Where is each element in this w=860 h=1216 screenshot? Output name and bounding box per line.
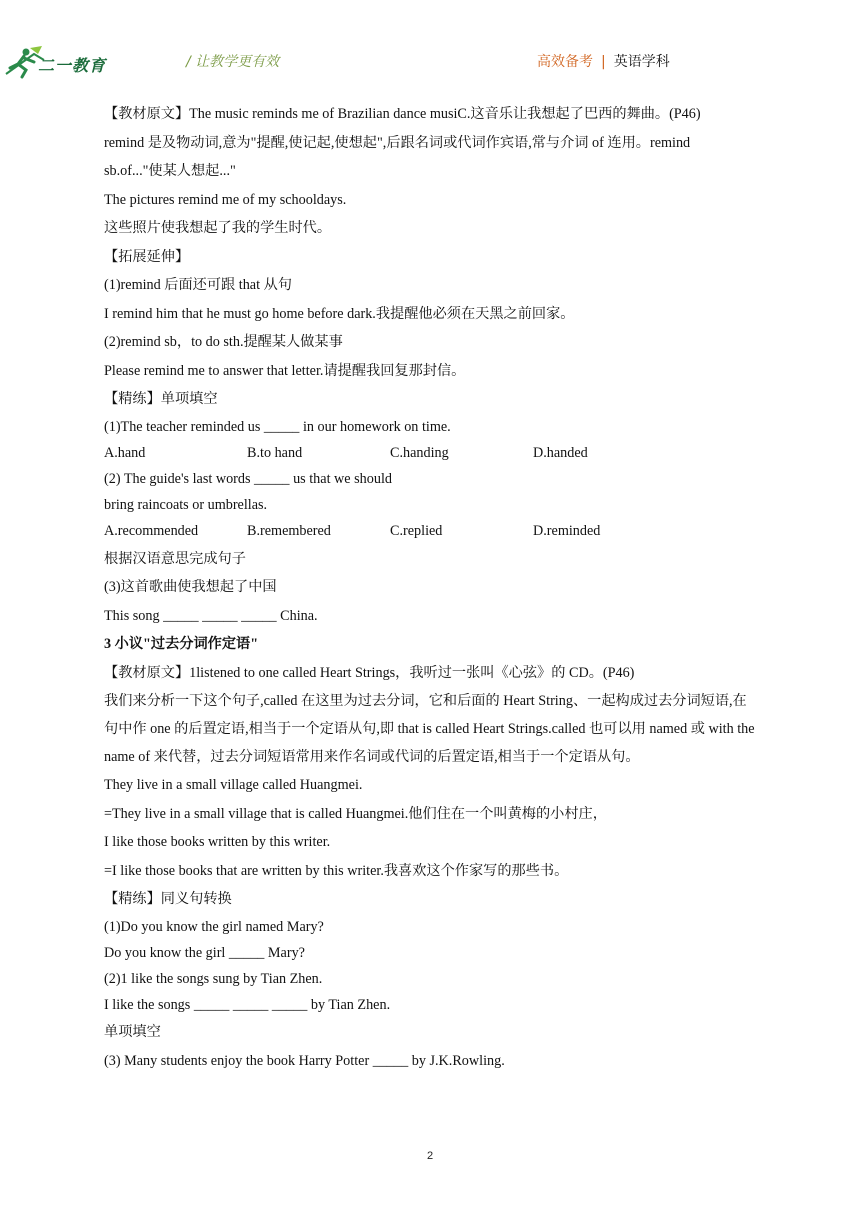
option-c: C.handing [390, 444, 449, 461]
question-text: bring raincoats or umbrellas. [104, 497, 268, 514]
text-line: Please remind me to answer that letter.请提醒我回复那封信。 [104, 362, 466, 379]
option-a: A.hand [104, 444, 146, 461]
option-b: B.remembered [247, 523, 331, 540]
question-text: This song _____ _____ _____ China. [104, 607, 318, 624]
text-line: 这些照片使我想起了我的学生时代。 [104, 220, 332, 236]
section-heading: 【拓展延伸】 [104, 248, 190, 265]
topic-heading: 3 小议"过去分词作定语" [104, 636, 259, 653]
header-label-subject: 英语学科 [613, 54, 670, 70]
header-slogan: / 让教学更有效 [186, 54, 280, 70]
text-line: (1)remind 后面还可跟 that 从句 [104, 277, 292, 293]
section-heading: 根据汉语意思完成句子 [104, 550, 246, 567]
text-line: (2)remind sb，to do sth.提醒某人做某事 [104, 334, 343, 350]
question-text: (2) The guide's last words _____ us that we should [104, 470, 392, 487]
header-divider: | [601, 54, 606, 70]
question-text: (1)The teacher reminded us _____ in our homework on time. [104, 418, 451, 435]
explanation-paragraph: 我们来分析一下这个句子,called 在这里为过去分词，它和后面的 Heart String、一起构成过去分词短语,在句中作 one 的后置定语,相当于一个定语从句,即 that is called Heart Strings.called 也可以用 named 或 with the name of 来代替，过去分词短语常用来作名词或代词的后置定语,相当于一个定语从句。 [104, 693, 755, 766]
option-c: C.replied [390, 523, 443, 540]
text-line: They live in a small village called Huangmei. [104, 777, 363, 794]
answer-options [104, 440, 760, 466]
logo-text: 二一教育 [38, 56, 107, 75]
header-subject [537, 51, 670, 71]
question-text: (2)1 like the songs sung by Tian Zhen. [104, 970, 323, 987]
answer-options [104, 518, 760, 544]
option-d: D.handed [533, 444, 588, 461]
section-heading: 单项填空 [104, 1024, 161, 1041]
question-text: (1)Do you know the girl named Mary? [104, 918, 324, 935]
question-text: Do you know the girl _____ Mary? [104, 944, 305, 961]
section-heading: 【精练】同义句转换 [104, 891, 232, 908]
text-line: 【教材原文】1listened to one called Heart Strings，我听过一张叫《心弦》的 CD。(P46) [104, 664, 635, 681]
text-line: sb.of..."使某人想起..." [104, 163, 236, 179]
text-line: remind 是及物动词,意为"提醒,使记起,使想起",后跟名词或代词作宾语,常与介词 of 连用。remind [104, 134, 691, 151]
text-line: I like those books written by this writer. [104, 834, 331, 851]
document-body [104, 100, 760, 1075]
question-text: I like the songs _____ _____ _____ by Tian Zhen. [104, 997, 391, 1014]
page-number: 2 [426, 1150, 434, 1162]
option-a: A.recommended [104, 523, 199, 540]
option-d: D.reminded [533, 523, 601, 540]
text-line: =They live in a small village that is called Huangmei.他们住在一个叫黄梅的小村庄， [104, 805, 607, 822]
section-heading: 【精练】单项填空 [104, 391, 218, 407]
text-line: =I like those books that are written by this writer.我喜欢这个作家写的那些书。 [104, 862, 569, 879]
question-text: (3)这首歌曲使我想起了中国 [104, 579, 277, 596]
text-line: The pictures remind me of my schooldays. [104, 191, 347, 208]
page-header [0, 0, 860, 92]
text-line: 【教材原文】The music reminds me of Brazilian dance musiC.这音乐让我想起了巴西的舞曲。(P46) [104, 106, 701, 122]
option-b: B.to hand [247, 444, 303, 461]
text-line: I remind him that he must go home before dark.我提醒他必须在天黑之前回家。 [104, 305, 575, 322]
header-label-exam: 高效备考 [537, 54, 593, 70]
question-text: (3) Many students enjoy the book Harry Potter _____ by J.K.Rowling. [104, 1052, 505, 1069]
